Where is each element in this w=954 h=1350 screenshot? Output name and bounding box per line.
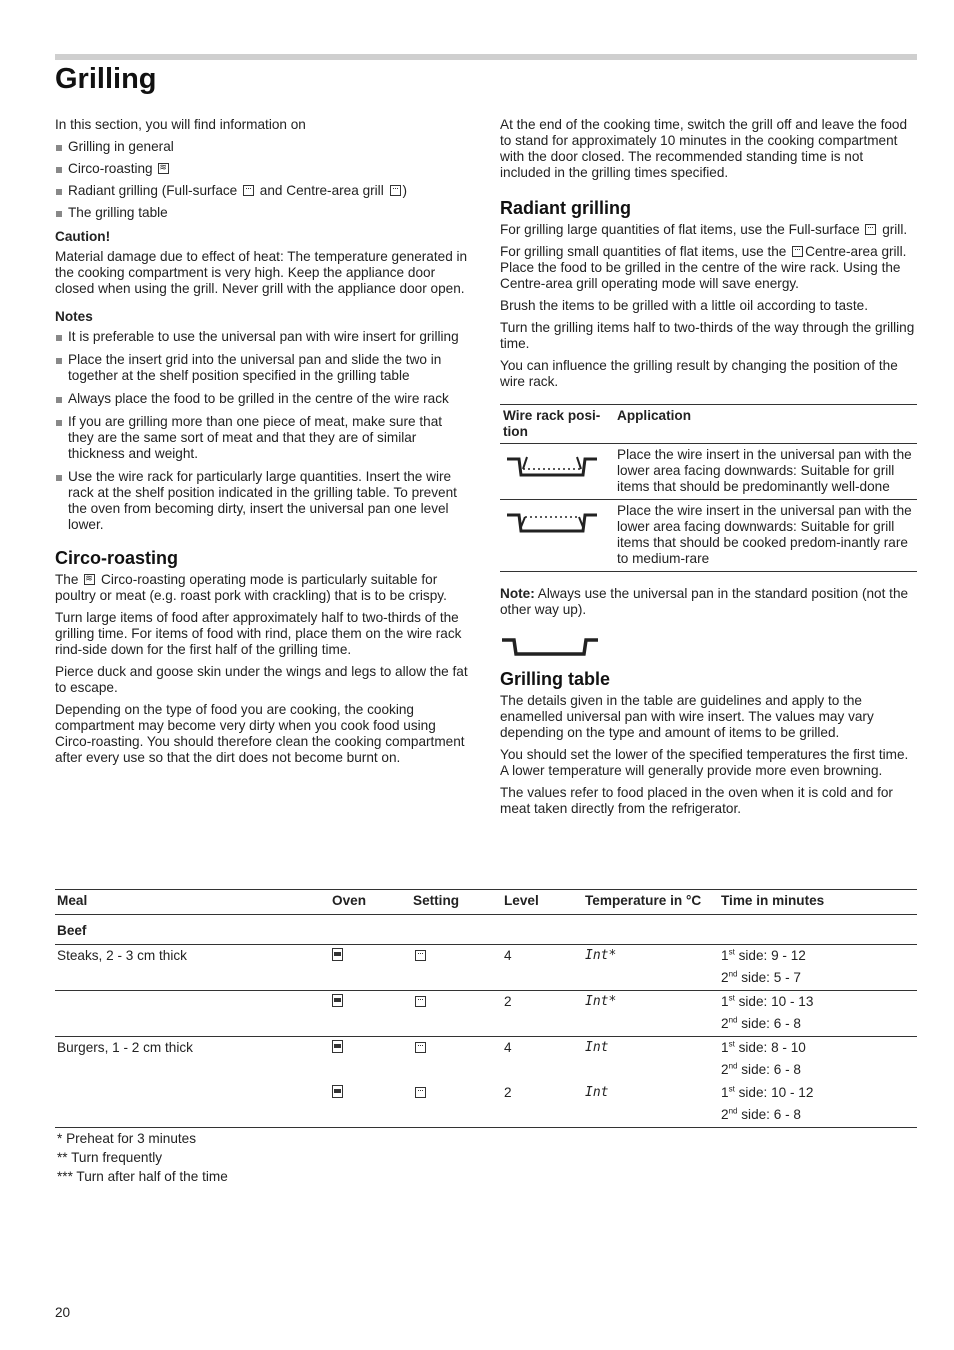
section-row (55, 915, 917, 945)
footnote: * Preheat for 3 minutes (57, 1131, 197, 1146)
time-cell: 2nd side: 5 - 7 (719, 967, 917, 991)
table-row (500, 444, 917, 500)
list-item: Place the insert grid into the universal pan and slide the two in together at the shelf position specified in the grilling table (55, 352, 469, 384)
oven-icon (332, 994, 343, 1007)
temperature-header: Temperature in °C (583, 890, 719, 915)
level-header: Level (502, 890, 583, 915)
time-cell: 1st side: 8 - 10 (721, 1039, 806, 1055)
bullet-icon (56, 145, 62, 151)
table-row (55, 1082, 917, 1104)
full-surface-grill-icon (415, 1042, 426, 1053)
meal-cell: Burgers, 1 - 2 cm thick (57, 1040, 193, 1055)
caution-heading: Caution! (55, 229, 111, 244)
time-header: Time in minutes (719, 890, 917, 915)
level-cell: 4 (504, 1040, 512, 1055)
application-text: Place the wire insert in the universal pan with the lower area facing downwards: Suitable for grill items that should be cooked predom-inantly rare to medium-rare (614, 500, 917, 572)
page-title: Grilling (55, 63, 157, 95)
header-rule (55, 54, 917, 60)
radiant-paragraph: For grilling large quantities of flat items, use the Full-surface grill. (500, 222, 908, 237)
universal-pan-icon (500, 632, 600, 662)
bullet-icon (56, 335, 62, 341)
circo-heading: Circo-roasting (55, 548, 179, 568)
footnotes (57, 1131, 228, 1188)
time-cell: 2nd side: 6 - 8 (721, 1061, 801, 1077)
wire-rack-table (500, 404, 917, 572)
bullet-icon (56, 189, 62, 195)
time-cell: 1st side: 9 - 12 (721, 947, 806, 963)
list-item: If you are grilling more than one piece of meat, make sure that they are the same sort of meat and that they are of similar thickness and weight. (55, 414, 469, 462)
setting-header: Setting (411, 890, 502, 915)
grilling-table-heading: Grilling table (500, 669, 611, 689)
full-surface-grill-icon (865, 224, 876, 235)
circo-roasting-icon (158, 163, 169, 174)
right-column (500, 117, 917, 823)
bullet-icon (56, 358, 62, 364)
full-surface-grill-icon (415, 950, 426, 961)
circo-paragraph: Depending on the type of food you are cooking, the cooking compartment may become very dirty when you cook food using Circo-roasting. You should therefore clean the cooking compartment after every use so that the dirt does not become burnt on. (55, 702, 465, 765)
level-cell: 4 (504, 948, 512, 963)
list-item: Circo-roasting ≋ (55, 161, 469, 177)
footnote: *** Turn after half of the time (57, 1169, 228, 1184)
time-cell: 2nd side: 6 - 8 (719, 1104, 917, 1128)
wire-rack-header: Wire rack posi-tion (500, 405, 614, 444)
bullet-icon (56, 397, 62, 403)
list-item: Grilling in general (55, 139, 469, 155)
section-label: Beef (55, 915, 917, 945)
circo-paragraph: Turn large items of food after approximately half to two-thirds of the grilling time. For items of food with rind, place them on the wire rack rind-side down for the first half of the grilling time. (55, 610, 462, 657)
time-cell: 2nd side: 6 - 8 (719, 1013, 917, 1037)
notes-list (55, 329, 469, 533)
wire-rack-low-icon (503, 447, 603, 481)
footnote: ** Turn frequently (57, 1150, 163, 1165)
level-cell: 2 (504, 994, 512, 1009)
oven-icon (332, 1085, 343, 1098)
list-item: Always place the food to be grilled in the centre of the wire rack (55, 391, 469, 407)
standing-time-text: At the end of the cooking time, switch the grill off and leave the food to stand for approximately 10 minutes in the cooking compartment with the door closed. The recommended standing time is not included in the grilling times specified. (500, 117, 908, 180)
oven-header: Oven (330, 890, 411, 915)
level-cell: 2 (504, 1085, 512, 1100)
radiant-paragraph: Turn the grilling items half to two-thirds of the way through the grilling time. (500, 320, 915, 351)
grilling-data-table (55, 889, 917, 1128)
bullet-icon (56, 211, 62, 217)
list-item: The grilling table (55, 205, 469, 221)
table-row (55, 1037, 917, 1060)
meal-cell: Steaks, 2 - 3 cm thick (57, 948, 187, 963)
list-item: It is preferable to use the universal pan with wire insert for grilling (55, 329, 469, 345)
page-number: 20 (55, 1305, 71, 1320)
table-row (55, 1059, 917, 1082)
radiant-paragraph: Brush the items to be grilled with a little oil according to taste. (500, 298, 868, 313)
centre-area-grill-icon (792, 246, 803, 257)
centre-area-grill-icon (390, 185, 401, 196)
note-text: Note: Always use the universal pan in the standard position (not the other way up). (500, 586, 909, 617)
radiant-paragraph: For grilling small quantities of flat items, use the Centre-area grill. Place the food to be grilled in the centre of the wire rack. Using the Centre-area grill operating mode will save energy. (500, 244, 907, 291)
table-row (55, 991, 917, 1014)
temperature-cell: Int (585, 1040, 609, 1055)
table-row (500, 500, 917, 572)
temperature-cell: Int* (585, 948, 617, 963)
grilling-table-paragraph: You should set the lower of the specified temperatures the first time. A lower temperature will generally provide more even browning. (500, 747, 909, 778)
table-header-row (55, 890, 917, 915)
bullet-icon (56, 167, 62, 173)
wire-rack-high-icon (503, 503, 603, 537)
temperature-cell: Int* (585, 994, 617, 1009)
time-cell: 1st side: 10 - 12 (721, 1084, 814, 1100)
caution-text: Material damage due to effect of heat: The temperature generated in the cooking compartment is very high. Keep the appliance door closed when using the grill. Never grill with the appliance door open. (55, 249, 468, 296)
left-column (55, 117, 469, 772)
intro-list (55, 139, 469, 221)
application-text: Place the wire insert in the universal pan with the lower area facing downwards: Suitable for grill items that should be predominantly well-done (614, 444, 917, 500)
list-item: Use the wire rack for particularly large quantities. Insert the wire rack at the shelf position indicated in the grilling table. To prevent the oven from becoming dirty, insert the universal pan one level lower. (55, 469, 469, 533)
application-header: Application (614, 405, 917, 444)
meal-cell (55, 991, 330, 1014)
table-row (55, 945, 917, 968)
meal-cell (55, 1082, 330, 1104)
table-row (55, 1013, 917, 1037)
time-cell: 1st side: 10 - 13 (721, 993, 814, 1009)
temperature-cell: Int (585, 1085, 609, 1100)
circo-paragraph: Pierce duck and goose skin under the wings and legs to allow the fat to escape. (55, 664, 468, 695)
full-surface-grill-icon (415, 1087, 426, 1098)
meal-header: Meal (55, 890, 330, 915)
table-row (55, 967, 917, 991)
list-item: Radiant grilling (Full-surface and Centre-area grill ) (55, 183, 469, 199)
full-surface-grill-icon (243, 185, 254, 196)
grilling-table-paragraph: The values refer to food placed in the oven when it is cold and for meat taken directly from the refrigerator. (500, 785, 893, 816)
notes-heading: Notes (55, 309, 93, 324)
bullet-icon (56, 475, 62, 481)
grilling-table-paragraph: The details given in the table are guidelines and apply to the enamelled universal pan with wire insert. The values may vary depending on the type and amount of items to be grilled. (500, 693, 874, 740)
radiant-heading: Radiant grilling (500, 198, 632, 218)
oven-icon (332, 1040, 343, 1053)
circo-roasting-icon (84, 574, 95, 585)
intro-text: In this section, you will find information on (55, 117, 306, 132)
full-surface-grill-icon (415, 996, 426, 1007)
table-row (55, 1104, 917, 1128)
radiant-paragraph: You can influence the grilling result by changing the position of the wire rack. (500, 358, 898, 389)
oven-icon (332, 948, 343, 961)
circo-paragraph: The ≋ Circo-roasting operating mode is particularly suitable for poultry or meat (e.g. roast pork with crackling) that is to be crispy. (55, 572, 469, 604)
bullet-icon (56, 420, 62, 426)
